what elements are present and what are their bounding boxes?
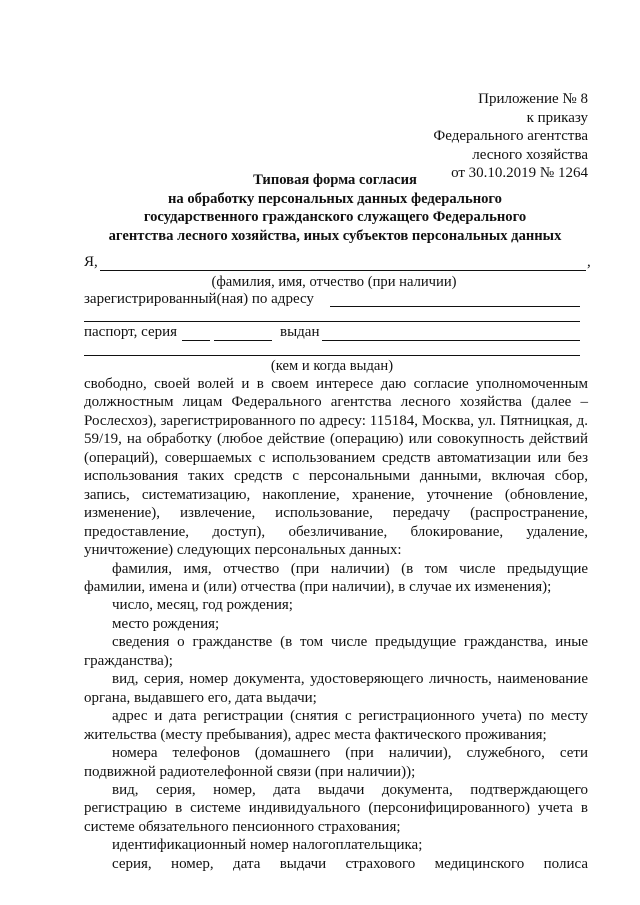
appendix-agency-2: лесного хозяйства — [472, 146, 588, 163]
appendix-date: от 30.10.2019 № 1264 — [451, 165, 588, 181]
consent-paragraph: свободно, своей волей и в своем интересе даю согласие уполномоченным должностным лицам Федерального агентства лесного хозяйства (далее – Рослесхоз), зарегистрированного по адресу: 115184, Москва, ул. Пятницкая, д. 59/19, на обработку (любое действие (операцию) или совокупность действий (операций), совершаемых с использованием средств автоматизации или без использования таких средств с персональными данными, включая сбор, запись, систематизацию, накопление, хранение, уточнение (обновление, изменение), извлечение, использование, передачу (распространение, предоставление, доступ), обезличивание, блокирование, удаление, уничтожение) следующих персональных данных: — [84, 376, 588, 559]
passport-series-line[interactable] — [182, 340, 210, 341]
fio-comma: , — [587, 254, 591, 270]
pd-item-citizenship: сведения о гражданстве (в том числе предыдущие гражданства, иные гражданства); — [84, 634, 588, 669]
fio-caption: (фамилия, имя, отчество (при наличии) — [211, 274, 457, 290]
title-line-1: Типовая форма согласия — [253, 172, 417, 188]
fio-input-line[interactable] — [100, 270, 586, 271]
issued-label: выдан — [280, 324, 320, 340]
issued-caption: (кем и когда выдан) — [270, 358, 394, 374]
pd-item-inn: идентификационный номер налогоплательщика; — [112, 837, 423, 854]
appendix-agency: Федерального агентства — [433, 128, 588, 144]
title-line-2: на обработку персональных данных федерального — [168, 190, 502, 207]
consent-body — [84, 375, 588, 873]
pd-item-id-document: вид, серия, номер документа, удостоверяющего личность, наименование органа, выдавшего его, дата выдачи; — [84, 671, 588, 706]
issued-by-line[interactable] — [322, 340, 580, 341]
personal-info-form — [84, 254, 591, 374]
pd-item-address: адрес и дата регистрации (снятия с регистрационного учета) по месту жительства (месту пребывания), адрес места фактического проживания; — [84, 708, 588, 743]
pd-item-pension: вид, серия, номер, дата выдачи документа, подтверждающего регистрацию в системе индивидуального (персонифицированного) учета в системе обязательного пенсионного страхования; — [84, 781, 588, 835]
ya-label: Я, — [84, 254, 98, 270]
form-title — [60, 171, 610, 245]
registered-label: зарегистрированный(ная) по адресу — [84, 291, 314, 307]
appendix-order: к приказу — [526, 109, 588, 126]
pd-item-name: фамилия, имя, отчество (при наличии) (в том числе предыдущие фамилии, имена и (или) отчества (при наличии), в случае их изменения); — [84, 560, 588, 595]
issued-by-line-2[interactable] — [84, 355, 580, 356]
pd-item-birthdate: число, месяц, год рождения; — [112, 597, 293, 614]
title-line-4: агентства лесного хозяйства, иных субъектов персональных данных — [108, 227, 562, 244]
passport-number-line[interactable] — [214, 340, 272, 341]
address-input-line[interactable] — [330, 306, 580, 307]
appendix-header — [410, 90, 588, 183]
address-input-line-2[interactable] — [84, 321, 580, 322]
pd-item-insurance: серия, номер, дата выдачи страхового медицинского полиса — [112, 855, 588, 872]
pd-item-phones: номера телефонов (домашнего (при наличии), служебного, сети подвижной радиотелефонной связи (при наличии)); — [84, 745, 588, 780]
pd-item-birthplace: место рождения; — [112, 615, 220, 632]
appendix-number: Приложение № 8 — [478, 91, 588, 107]
passport-label: паспорт, серия — [84, 324, 178, 340]
title-line-3: государственного гражданского служащего Федерального — [143, 209, 527, 225]
